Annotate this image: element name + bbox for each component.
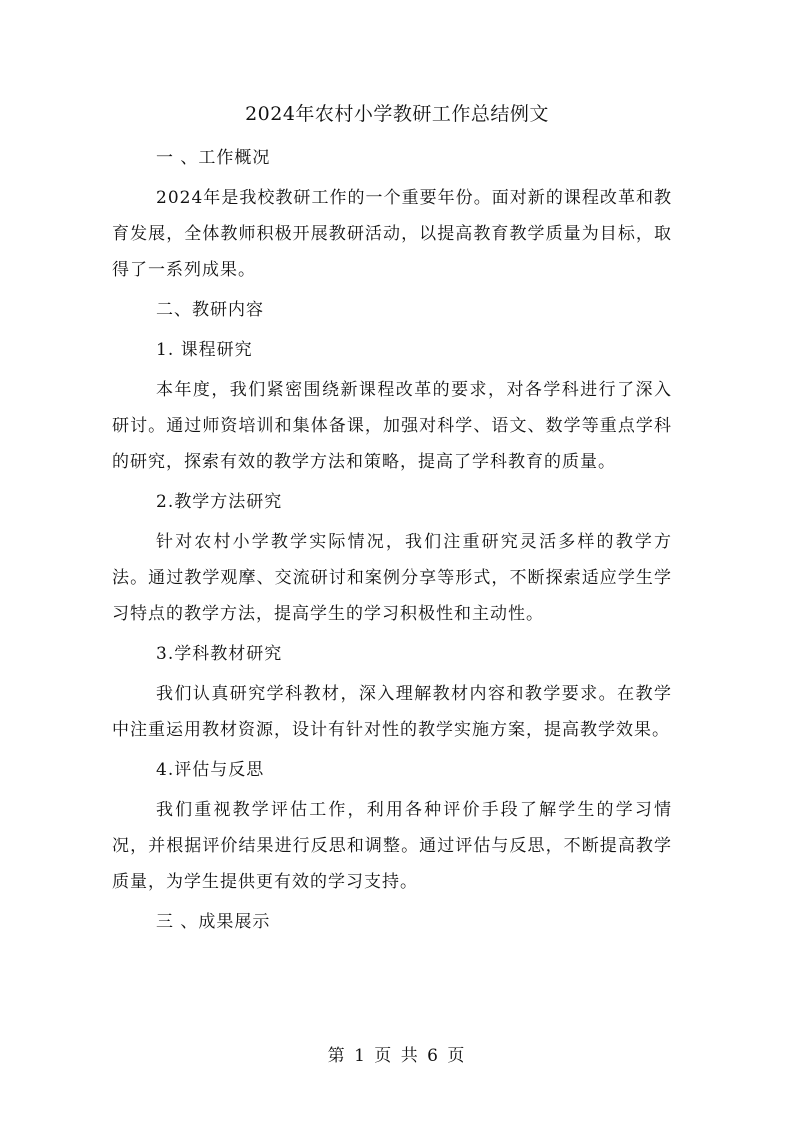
document-body [112,140,672,944]
subheading-curriculum: 1. 课程研究 [156,340,253,360]
paragraph-teaching-methods: 针对农村小学教学实际情况，我们注重研究灵活多样的教学方法。通过教学观摩、交流研讨和案例分享等形式，不断探索适应学生学习特点的教学方法，提高学生的学习积极性和主动性。 [112,532,672,624]
document-title: 2024年农村小学教研工作总结例文 [245,103,549,125]
paragraph-evaluation: 我们重视教学评估工作，利用各种评价手段了解学生的学习情况，并根据评价结果进行反思和调整。通过评估与反思，不断提高教学质量，为学生提供更有效的学习支持。 [112,800,672,892]
paragraph-overview: 2024年是我校教研工作的一个重要年份。面对新的课程改革和教育发展，全体教师积极开展教研活动，以提高教育教学质量为目标，取得了一系列成果。 [112,188,672,280]
section-heading-results: 三 、成果展示 [156,912,271,932]
subheading-textbooks: 3.学科教材研究 [156,644,283,664]
section-heading-content: 二、教研内容 [156,300,264,320]
subheading-teaching-methods: 2.教学方法研究 [156,492,283,512]
paragraph-textbooks: 我们认真研究学科教材，深入理解教材内容和教学要求。在教学中注重运用教材资源，设计有针对性的教学实施方案，提高教学效果。 [112,684,672,740]
paragraph-curriculum: 本年度，我们紧密围绕新课程改革的要求，对各学科进行了深入研讨。通过师资培训和集体备课，加强对科学、语文、数学等重点学科的研究，探索有效的教学方法和策略，提高了学科教育的质量。 [112,380,672,472]
subheading-evaluation: 4.评估与反思 [156,760,265,780]
section-heading-overview: 一 、工作概况 [156,148,271,168]
page-number-footer: 第 1 页 共 6 页 [327,1046,467,1066]
